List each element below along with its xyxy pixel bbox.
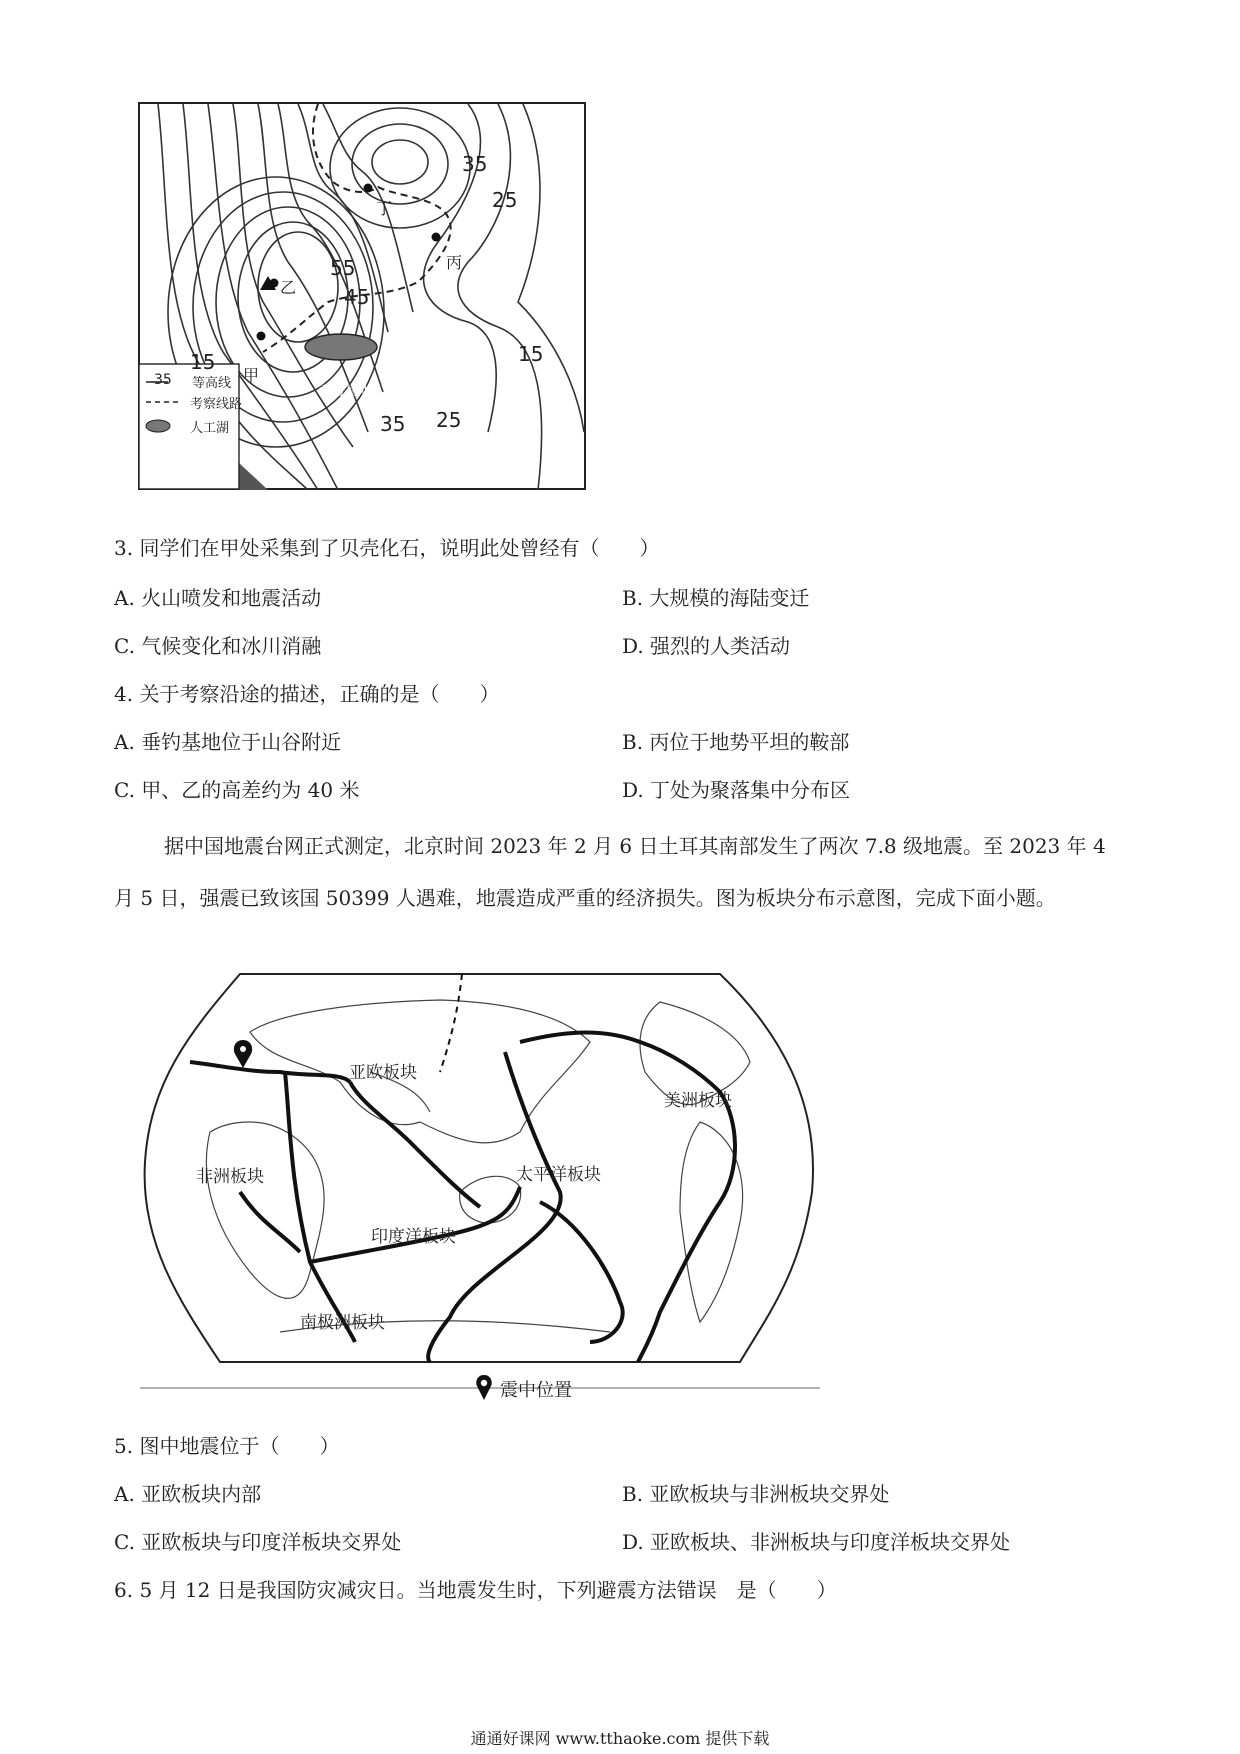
- q5-option-b: B. 亚欧板块与非洲板块交界处: [622, 1482, 890, 1506]
- contour-label: 15: [518, 342, 544, 366]
- plate-label-eurasian: 亚欧板块: [349, 1063, 417, 1083]
- q3-stem: 3. 同学们在甲处采集到了贝壳化石，说明此处曾经有（ ）: [114, 536, 660, 560]
- contour-label: 55: [330, 256, 356, 280]
- q3-option-a: A. 火山喷发和地震活动: [114, 586, 322, 610]
- contour-label: 25: [492, 188, 518, 212]
- contour-label: 25: [436, 408, 462, 432]
- footer: 通通好课网 www.tthaoke.com 提供下载: [470, 1729, 770, 1748]
- legend-route: 考察线路: [190, 397, 243, 412]
- q4-option-b: B. 丙位于地势平坦的鞍部: [622, 730, 850, 754]
- plate-label-pacific: 太平洋板块: [516, 1165, 601, 1185]
- point-bing-label: 丙: [446, 253, 463, 272]
- legend-contour-value: 35: [154, 372, 172, 388]
- q4-option-a: A. 垂钓基地位于山谷附近: [114, 730, 342, 754]
- q4-option-d: D. 丁处为聚落集中分布区: [622, 778, 851, 802]
- q3-option-d: D. 强烈的人类活动: [622, 634, 791, 658]
- contour-label: 35: [462, 152, 488, 176]
- q6-stem: 6. 5 月 12 日是我国防灾减灾日。当地震发生时，下列避震方法错误 是（ ）: [114, 1578, 837, 1602]
- q3-option-c: C. 气候变化和冰川消融: [114, 634, 322, 658]
- plate-label-indian: 印度洋板块: [371, 1227, 456, 1247]
- passage: 据中国地震台网正式测定，北京时间 2023 年 2 月 6 日土耳其南部发生了两次 7.8 级地震。至 2023 年 4 月 5 日，强震已致该国 50399 人遇难，地震造成严重的经济损失。图为板块分布示意图，完成下面小题。: [114, 834, 1106, 910]
- point-jia-label: 甲: [243, 366, 260, 385]
- q5-option-a: A. 亚欧板块内部: [114, 1482, 262, 1506]
- point-ding-label: 丁: [376, 199, 393, 218]
- q5-option-c: C. 亚欧板块与印度洋板块交界处: [114, 1530, 402, 1554]
- q4-stem: 4. 关于考察沿途的描述，正确的是（ ）: [114, 682, 500, 706]
- plate-label-american: 美洲板块: [664, 1091, 732, 1111]
- plate-label-african: 非洲板块: [196, 1167, 264, 1187]
- contour-label: 35: [380, 412, 406, 436]
- point-yi-label: 乙: [280, 278, 297, 297]
- q5-stem: 5. 图中地震位于（ ）: [114, 1434, 340, 1458]
- plate-label-antarctic: 南极洲板块: [300, 1313, 385, 1333]
- q5-option-d: D. 亚欧板块、非洲板块与印度洋板块交界处: [622, 1530, 1011, 1554]
- legend-contour: 等高线: [192, 376, 232, 391]
- contour-label: 45: [344, 285, 370, 309]
- q4-option-c: C. 甲、乙的高差约为 40 米: [114, 778, 360, 802]
- epicenter-legend-icon: [474, 1374, 494, 1402]
- q3-option-b: B. 大规模的海陆变迁: [622, 586, 810, 610]
- fishing-base-label: 垂钓基地: [318, 384, 371, 399]
- contour-label: 15: [190, 350, 216, 374]
- legend-lake: 人工湖: [190, 421, 230, 436]
- epicenter-legend-label: 震中位置: [500, 1380, 572, 1401]
